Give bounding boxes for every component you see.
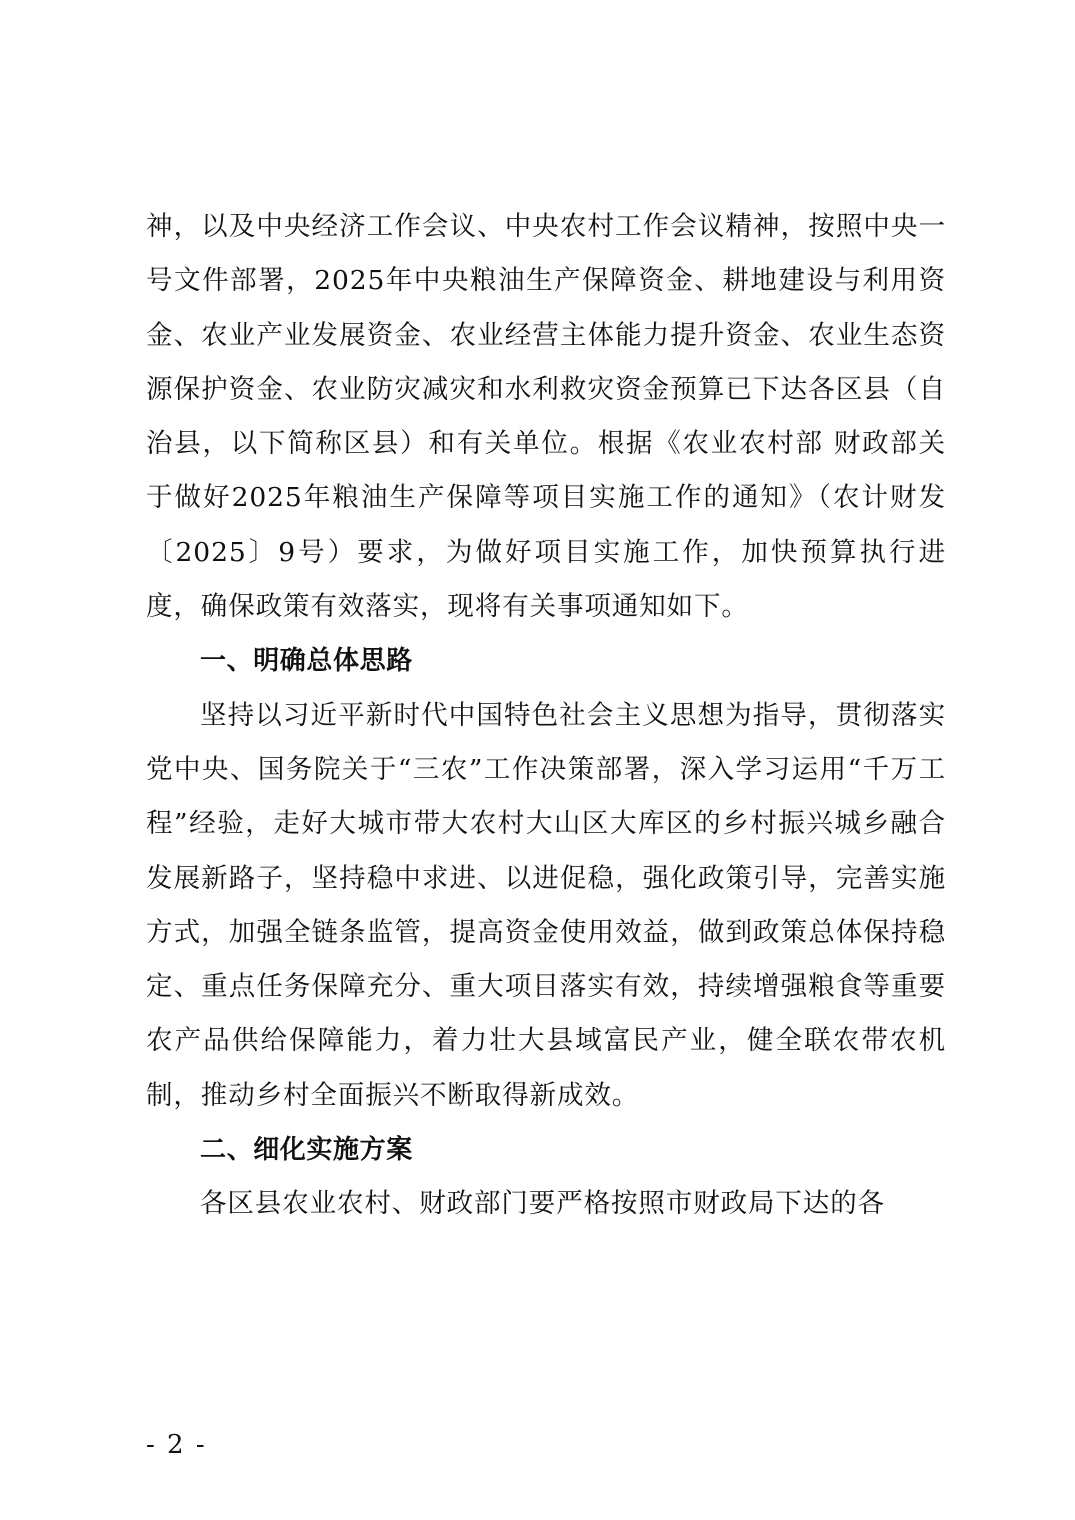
page-number: - 2 - bbox=[146, 1430, 207, 1460]
paragraph-overall-approach: 坚持以习近平新时代中国特色社会主义思想为指导，贯彻落实党中央、国务院关于“三农”工作决策部署，深入学习运用“千万工程”经验，走好大城市带大农村大山区大库区的乡村振兴城乡融合发展新路子，坚持稳中求进、以进促稳，强化政策引导，完善实施方式，加强全链条监管，提高资金使用效益，做到政策总体保持稳定、重点任务保障充分、重大项目落实有效，持续增强粮食等重要农产品供给保障能力，着力壮大县域富民产业，健全联农带农机制，推动乡村全面振兴不断取得新成效。 bbox=[146, 699, 946, 1111]
section-heading-1: 一、明确总体思路 bbox=[200, 646, 413, 677]
paragraph-implementation-plan: 各区县农业农村、财政部门要严格按照市财政局下达的各 bbox=[200, 1188, 885, 1220]
document-body bbox=[146, 200, 946, 1232]
section-heading-2: 二、细化实施方案 bbox=[200, 1135, 413, 1166]
paragraph-continuation: 神，以及中央经济工作会议、中央农村工作会议精神，按照中央一号文件部署，2025年中央粮油生产保障资金、耕地建设与利用资金、农业产业发展资金、农业经营主体能力提升资金、农业生态资源保护资金、农业防灾减灾和水利救灾资金预算已下达各区县（自治县，以下简称区县）和有关单位。根据《农业农村部 财政部关于做好2025年粮油生产保障等项目实施工作的通知》（农计财发〔2025〕9号）要求，为做好项目实施工作，加快预算执行进度，确保政策有效落实，现将有关事项通知如下。 bbox=[146, 211, 946, 623]
